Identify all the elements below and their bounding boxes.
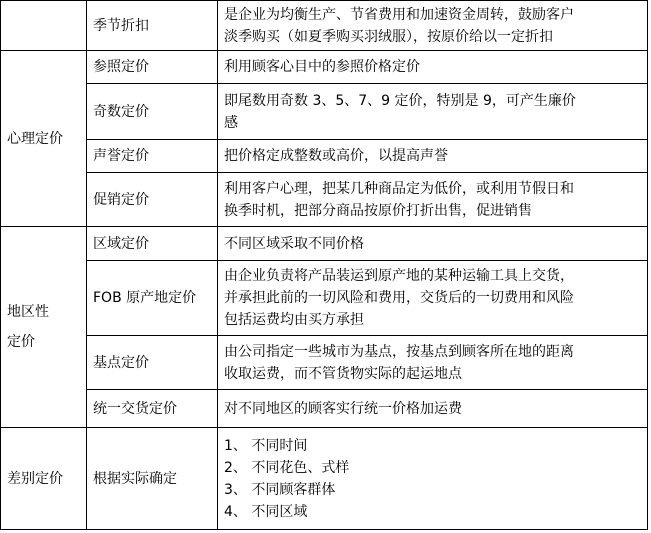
description-cell <box>218 261 648 336</box>
table-row <box>1 84 648 140</box>
table-row <box>1 428 648 530</box>
table-row <box>1 140 648 173</box>
table-row <box>1 390 648 428</box>
method-cell: FOB 原产地定价 <box>87 261 218 336</box>
method-cell: 奇数定价 <box>87 84 218 140</box>
description-cell <box>218 1 648 51</box>
description-cell <box>218 173 648 227</box>
list-item: 1、 不同时间 <box>224 437 308 454</box>
table-row <box>1 173 648 227</box>
description-line: 感 <box>224 114 238 131</box>
description-line: 收取运费，而不管货物实际的起运地点 <box>224 365 462 382</box>
description-line: 利用客户心理，把某几种商品定为低价，或利用节假日和 <box>224 180 574 197</box>
list-item: 4、 不同区域 <box>224 503 308 520</box>
category-cell-differential-pricing: 差别定价 <box>1 428 87 530</box>
description-line: 换季时机，把部分商品按原价打折出售，促进销售 <box>224 202 532 219</box>
category-cell-empty <box>1 1 87 51</box>
description-line: 不同区域采取不同价格 <box>224 235 364 252</box>
table-row <box>1 336 648 390</box>
table-row <box>1 227 648 261</box>
description-line: 由企业负责将产品装运到原产地的某种运输工具上交货， <box>224 268 574 284</box>
description-line: 包括运费均由买方承担 <box>224 312 364 328</box>
category-line: 定价 <box>7 334 35 350</box>
description-cell <box>218 51 648 84</box>
table-row <box>1 51 648 84</box>
method-cell: 区域定价 <box>87 227 218 261</box>
description-line: 对不同地区的顾客实行统一价格加运费 <box>224 400 462 417</box>
description-line: 利用顾客心目中的参照价格定价 <box>224 59 420 75</box>
category-line: 地区性 <box>7 304 49 320</box>
table-row <box>1 1 648 51</box>
description-cell <box>218 227 648 261</box>
category-cell-psychological-pricing: 心理定价 <box>1 51 87 227</box>
method-cell: 统一交货定价 <box>87 390 218 428</box>
description-line: 是企业为均衡生产、节省费用和加速资金周转，鼓励客户 <box>224 6 574 23</box>
method-cell: 根据实际确定 <box>87 428 218 530</box>
category-cell-regional-pricing <box>1 227 87 428</box>
table-row <box>1 261 648 336</box>
list-item: 3、 不同顾客群体 <box>224 481 336 498</box>
description-cell <box>218 390 648 428</box>
description-line: 把价格定成整数或高价，以提高声誉 <box>224 148 448 164</box>
description-cell <box>218 84 648 140</box>
method-cell: 基点定价 <box>87 336 218 390</box>
method-cell: 促销定价 <box>87 173 218 227</box>
method-cell: 参照定价 <box>87 51 218 84</box>
description-line: 即尾数用奇数 3、5、7、9 定价，特别是 9，可产生廉价 <box>224 92 576 109</box>
description-cell <box>218 428 648 530</box>
description-cell <box>218 140 648 173</box>
description-line: 淡季购买（如夏季购买羽绒服），按原价给以一定折扣 <box>224 28 553 45</box>
method-cell: 声誉定价 <box>87 140 218 173</box>
description-line: 由公司指定一些城市为基点，按基点到顾客所在地的距离 <box>224 343 574 360</box>
list-item: 2、 不同花色、式样 <box>224 459 350 476</box>
description-cell <box>218 336 648 390</box>
description-line: 并承担此前的一切风险和费用，交货后的一切费用和风险 <box>224 290 574 306</box>
method-cell: 季节折扣 <box>87 1 218 51</box>
